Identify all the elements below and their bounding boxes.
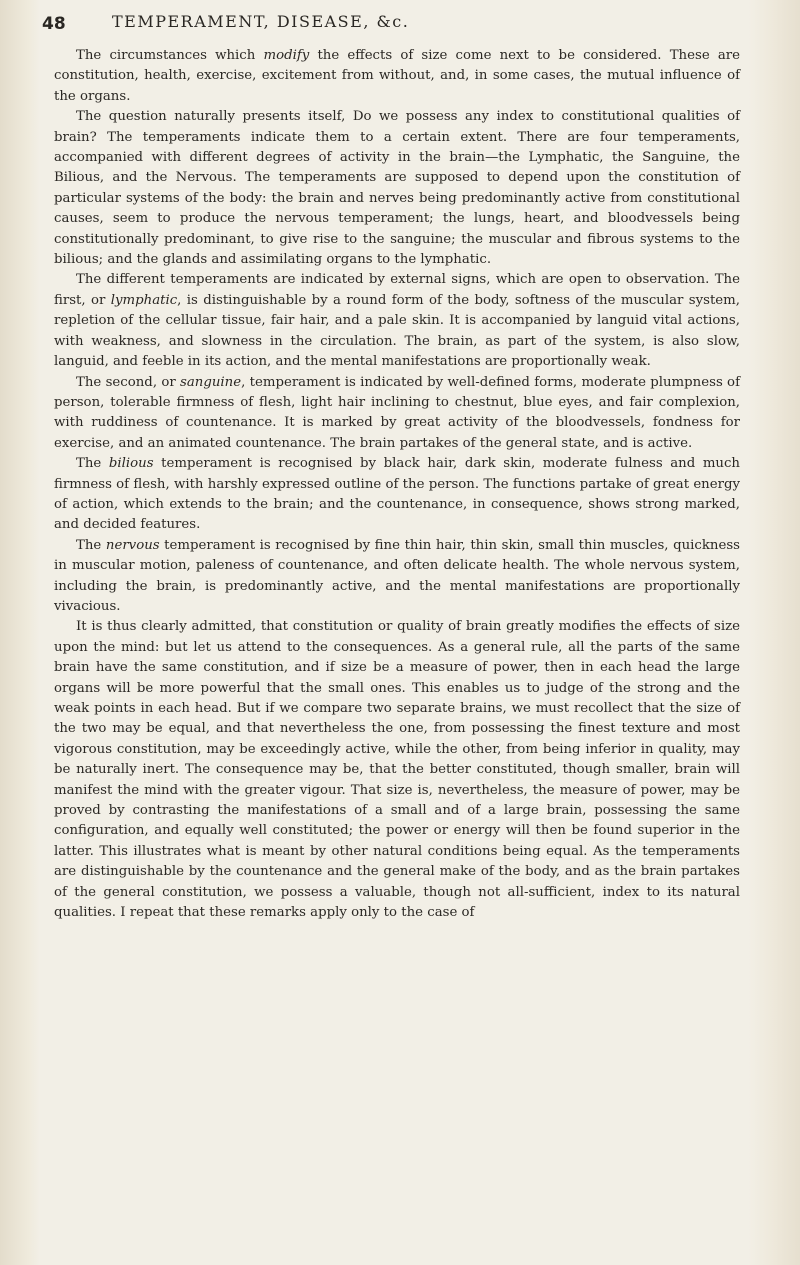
- body-text: [54, 46, 740, 923]
- paragraph: [54, 107, 740, 270]
- italic-term: lymphatic: [110, 292, 178, 308]
- italic-term: nervous: [105, 537, 160, 553]
- page-edge-shadow-left: [0, 0, 40, 1265]
- paragraph: [54, 270, 740, 372]
- page-number: 48: [42, 14, 66, 34]
- text-run: It is thus clearly admitted, that constitution or quality of brain greatly modifies the effects of size upon the mind: but let us attend to the consequences. As a general rule, all the parts of the same brain have the same constitution, and if size be a measure of power, then in each head the large organs will be more powerful that the small ones. This enables us to judge of the strong and the weak points in each head. But if we compare two separate brains, we must recollect that the size of the two may be equal, and that nevertheless the one, from possessing the finest texture and most vigorous constitution, may be exceedingly active, while the other, from being inferior in quality, may be naturally inert. The consequence may be, that the better constituted, though smaller, brain will manifest the mind with the greater vigour. That size is, nevertheless, the measure of power, may be proved by contrasting the manifestations of a small and of a large brain, possessing the same configuration, and equally well constituted; the power or energy will then be found superior in the latter. This illustrates what is meant by other natural conditions being equal. As the temperaments are distinguishable by the countenance and the general make of the body, and as the brain partakes of the general constitution, we possess a valuable, though not all-sufficient, index to its natural qualities. I repeat that these remarks apply only to the case of: [54, 619, 740, 921]
- text-run: The different temperaments are indicated by external signs, which are open to observation. The first, or: [54, 272, 740, 308]
- text-run: temperament is recognised by fine thin hair, thin skin, small thin muscles, quickness in muscular motion, paleness of countenance, and often delicate health. The whole nervous system, including the brain, is predominantly active, and the mental manifestations are proportionally vivacious.: [54, 537, 740, 614]
- paragraph: [54, 536, 740, 618]
- italic-term: modify: [263, 48, 310, 63]
- italic-term: bilious: [108, 456, 154, 472]
- text-run: The: [76, 456, 109, 472]
- paragraph: [54, 46, 740, 107]
- running-head: TEMPERAMENT, DISEASE, &c.: [112, 12, 410, 31]
- text-run: The circumstances which: [76, 48, 264, 63]
- text-run: the effects of size come next to be considered. These are constitution, health, exercise, excitement from without, and, in some cases, the mutual influence of the organs.: [54, 48, 740, 104]
- text-run: The second, or: [76, 374, 181, 390]
- text-run: , is distinguishable by a round form of the body, softness of the muscular system, repletion of the cellular tissue, fair hair, and a pale skin. It is accompanied by languid vital actions, with weakness, and slowness in the circulation. The brain, as part of the system, is also slow, languid, and feeble in its action, and the mental manifestations are proportionally weak.: [54, 292, 740, 370]
- text-run: The question naturally presents itself, Do we possess any index to constitutional qualities of brain? The temperaments indicate them to a certain extent. There are four temperaments, accompanied with different degrees of activity in the brain—the Lymphatic, the Sanguine, the Bilious, and the Nervous. The temperaments are supposed to depend upon the constitution of particular systems of the body: the brain and nerves being predominantly active from constitutional causes, seem to produce the nervous temperament; the lungs, heart, and bloodvessels being constitutionally predominant, to give rise to the sanguine; the muscular and fibrous systems to the bilious; and the glands and assimilating organs to the lymphatic.: [54, 109, 740, 268]
- italic-term: sanguine: [180, 374, 242, 390]
- text-run: The: [76, 537, 106, 553]
- paragraph: [54, 617, 740, 923]
- paragraph: [54, 373, 740, 455]
- text-run: temperament is recognised by black hair, dark skin, moderate fulness and much firmness of flesh, with harshly expressed outline of the person. The functions partake of great energy of action, which extends to the brain; and the countenance, in consequence, shows strong marked, and decided features.: [54, 456, 740, 533]
- page-edge-shadow-right: [748, 0, 800, 1265]
- page-header: [42, 6, 742, 46]
- text-run: , temperament is indicated by well-defined forms, moderate plumpness of person, tolerable firmness of flesh, light hair inclining to chestnut, blue eyes, and fair complexion, with ruddiness of countenance. It is marked by great activity of the bloodvessels, fondness for exercise, and an animated countenance. The brain partakes of the general state, and is active.: [54, 374, 740, 451]
- paragraph: [54, 454, 740, 536]
